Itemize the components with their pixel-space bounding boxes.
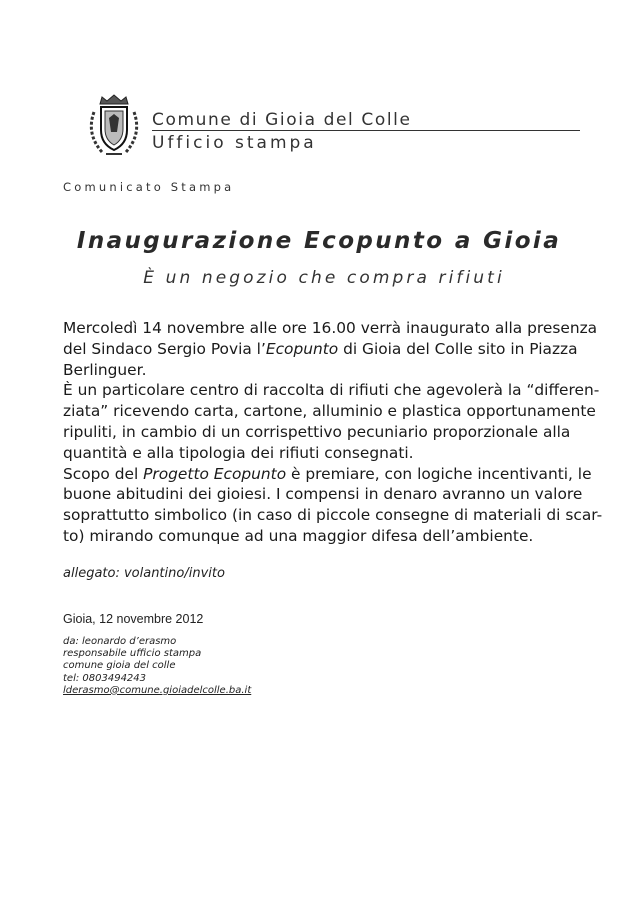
body-line: soprattutto simbolico (in caso di piccole consegne di materiali di scar- <box>63 506 603 525</box>
page-title: Inaugurazione Ecopunto a Gioia <box>76 228 562 254</box>
body-line: È un particolare centro di raccolta di rifiuti che agevolerà la “differen- <box>63 381 600 400</box>
office-name: Ufficio stampa <box>152 133 317 153</box>
body-line: Scopo del Progetto Ecopunto è premiare, con logiche incentivanti, le <box>63 464 592 483</box>
body-line: buone abitudini dei gioiesi. I compensi in denaro avranno un valore <box>63 485 583 504</box>
signature-block <box>63 636 251 697</box>
signature-org: comune gioia del colle <box>63 660 176 672</box>
signature-from: da: leonardo d’erasmo <box>63 636 177 647</box>
body-line: to) mirando comunque ad una maggior difesa dell’ambiente. <box>63 526 534 545</box>
body-line: ripuliti, in cambio di un corrispettivo pecuniario proporzionale alla <box>63 422 571 441</box>
document-date: Gioia, 12 novembre 2012 <box>63 612 204 626</box>
signature-role: responsabile ufficio stampa <box>63 648 202 660</box>
body-line: del Sindaco Sergio Povia l’Ecopunto di Gioia del Colle sito in Piazza <box>63 339 578 358</box>
header-divider <box>152 130 580 131</box>
signature-tel: tel: 0803494243 <box>63 672 147 684</box>
document-label: Comunicato Stampa <box>63 180 235 194</box>
municipality-name: Comune di Gioia del Colle <box>152 110 412 130</box>
page-subtitle: È un negozio che compra rifiuti <box>143 268 505 288</box>
email-link[interactable]: lderasmo@comune.gioiadelcolle.ba.it <box>63 684 252 696</box>
municipal-crest-icon <box>84 94 144 158</box>
body-line: Mercoledì 14 novembre alle ore 16.00 verrà inaugurato alla presenza <box>63 319 598 337</box>
body-line: ziata” ricevendo carta, cartone, alluminio e plastica opportunamente <box>63 402 596 421</box>
press-release-body <box>63 318 603 547</box>
body-line: quantità e alla tipologia dei rifiuti consegnati. <box>63 443 414 462</box>
attachment-note: allegato: volantino/invito <box>63 566 225 581</box>
body-line: Berlinguer. <box>63 360 147 379</box>
